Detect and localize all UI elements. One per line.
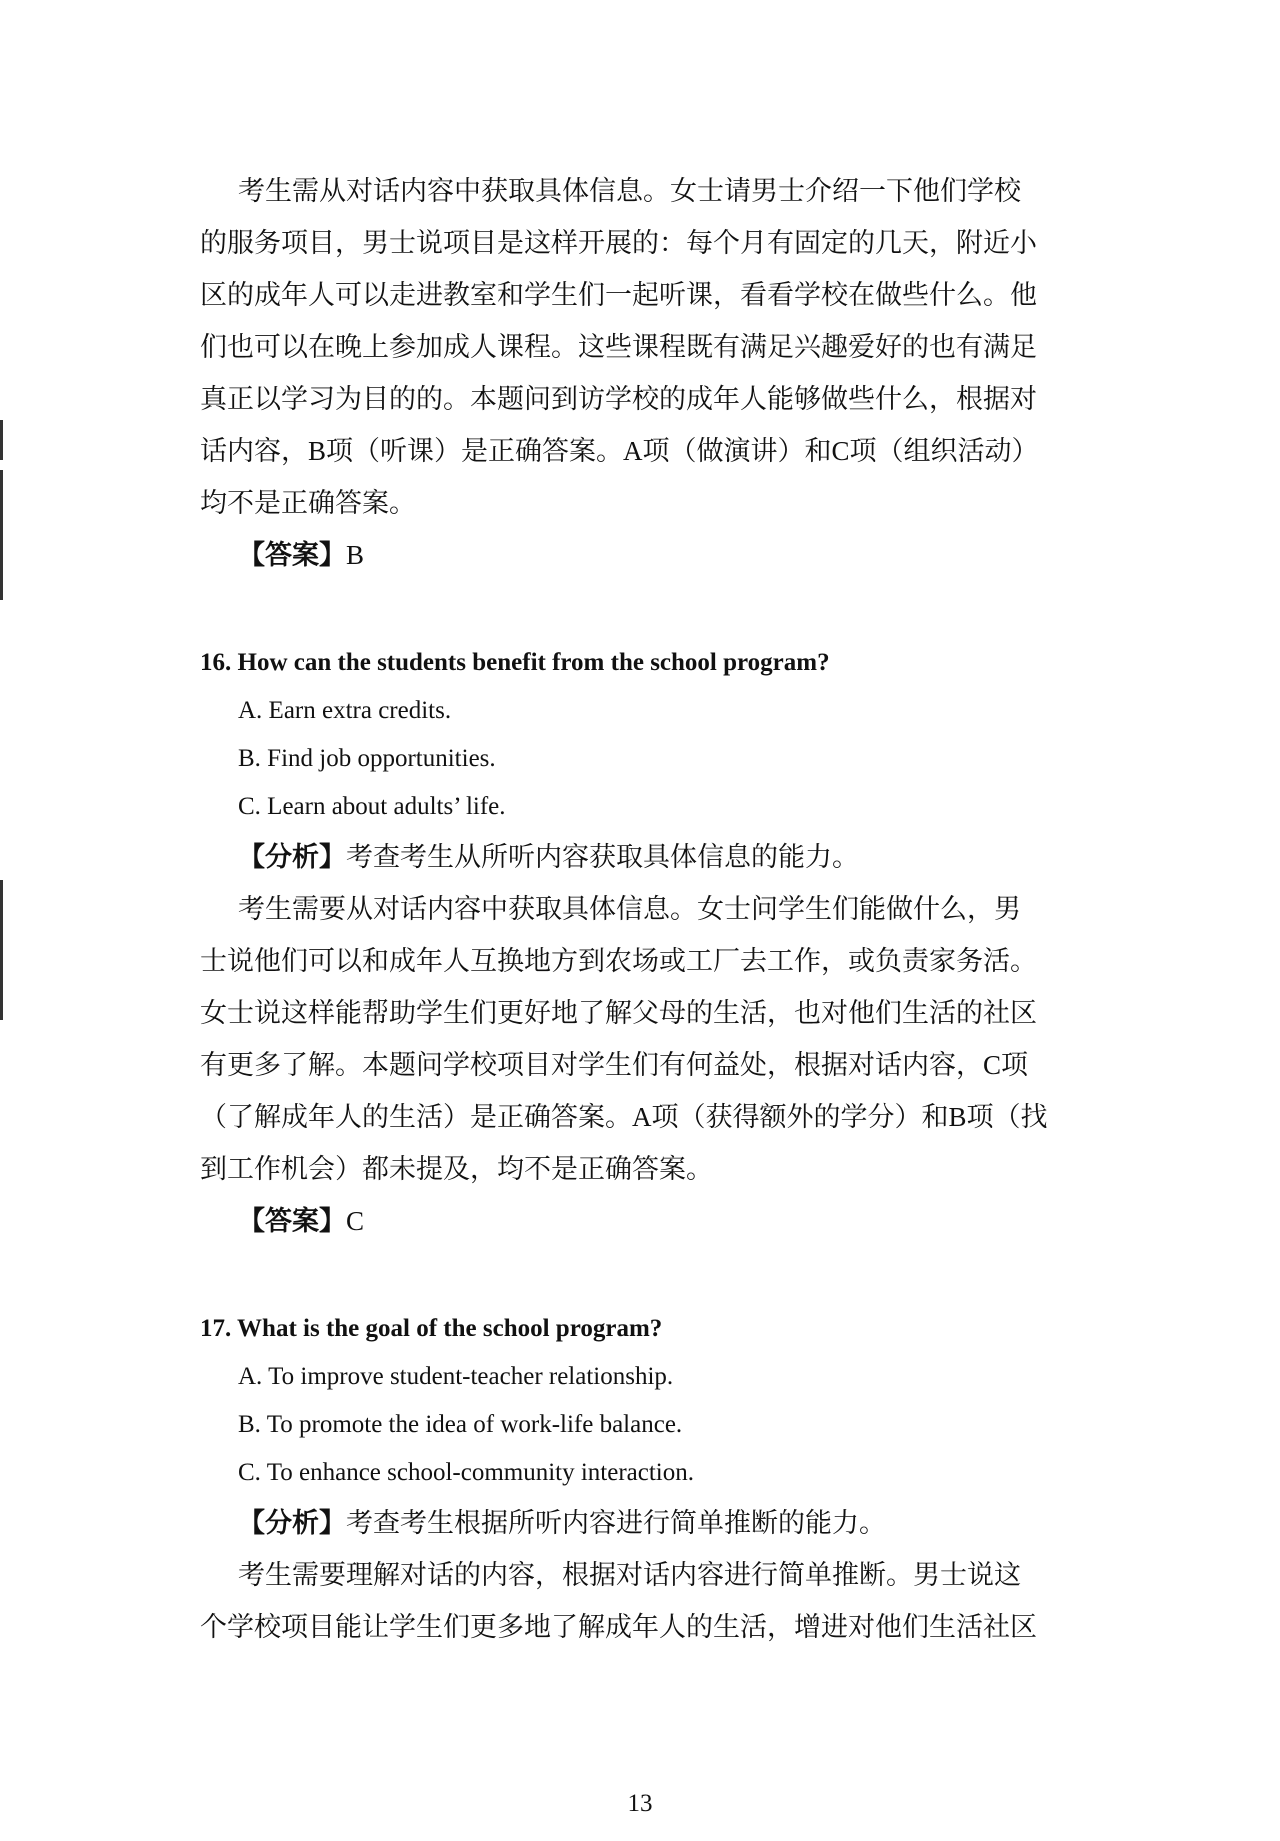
text-line: 的服务项目，男士说项目是这样开展的：每个月有固定的几天，附近小 [200,228,1037,258]
option-a: A. Earn extra credits. [238,697,452,724]
scan-mark [0,470,3,600]
scan-mark [0,420,3,460]
page-number: 13 [627,1790,653,1817]
option-b: B. Find job opportunities. [238,745,496,772]
text-line: 区的成年人可以走进教室和学生们一起听课，看看学校在做些什么。他 [200,280,1037,310]
page-content [200,165,1048,1653]
answer-q16 [200,1195,940,1247]
analysis-text: 考查考生根据所听内容进行简单推断的能力。 [346,1508,886,1538]
text-line: 到工作机会）都未提及，均不是正确答案。 [200,1154,713,1184]
answer-q15 [200,529,940,581]
question-title: 16. How can the students benefit from the school program? [200,649,830,676]
text-line: 个学校项目能让学生们更多地了解成年人的生活，增进对他们生活社区 [200,1612,1037,1642]
answer-label: 【答案】 [238,540,346,570]
scan-mark [0,880,3,1020]
text-line: 均不是正确答案。 [200,488,416,518]
analysis-label: 【分析】 [238,842,346,872]
answer-value: B [346,540,365,570]
analysis-label: 【分析】 [238,1508,346,1538]
analysis-text: 考查考生从所听内容获取具体信息的能力。 [346,842,859,872]
question-17 [200,1305,1037,1653]
text-line: 话内容，B项（听课）是正确答案。A项（做演讲）和C项（组织活动） [200,436,1039,466]
option-c: C. Learn about adults’ life. [238,793,506,820]
question-title: 17. What is the goal of the school program? [200,1315,663,1342]
answer-label: 【答案】 [238,1206,346,1236]
answer-value: C [346,1206,365,1236]
text-line: 考生需要理解对话的内容，根据对话内容进行简单推断。男士说这 [238,1560,1021,1590]
option-c: C. To enhance school-community interaction. [238,1459,695,1486]
analysis [200,831,940,883]
text-line: 们也可以在晚上参加成人课程。这些课程既有满足兴趣爱好的也有满足 [200,332,1037,362]
text-line: 真正以学习为目的的。本题问到访学校的成年人能够做些什么，根据对 [200,384,1037,414]
explanation-q15 [200,165,1039,581]
analysis [200,1497,940,1549]
text-line: 考生需从对话内容中获取具体信息。女士请男士介绍一下他们学校 [238,176,1021,206]
text-line: 士说他们可以和成年人互换地方到农场或工厂去工作，或负责家务活。 [200,946,1037,976]
text-line: 考生需要从对话内容中获取具体信息。女士问学生们能做什么，男 [238,894,1021,924]
text-line: 有更多了解。本题问学校项目对学生们有何益处，根据对话内容，C项 [200,1050,1029,1080]
option-b: B. To promote the idea of work-life balance. [238,1411,683,1438]
text-line: （了解成年人的生活）是正确答案。A项（获得额外的学分）和B项（找 [200,1102,1048,1132]
text-line: 女士说这样能帮助学生们更好地了解父母的生活，也对他们生活的社区 [200,998,1037,1028]
option-a: A. To improve student-teacher relationship. [238,1363,674,1390]
question-16 [200,639,1048,1247]
